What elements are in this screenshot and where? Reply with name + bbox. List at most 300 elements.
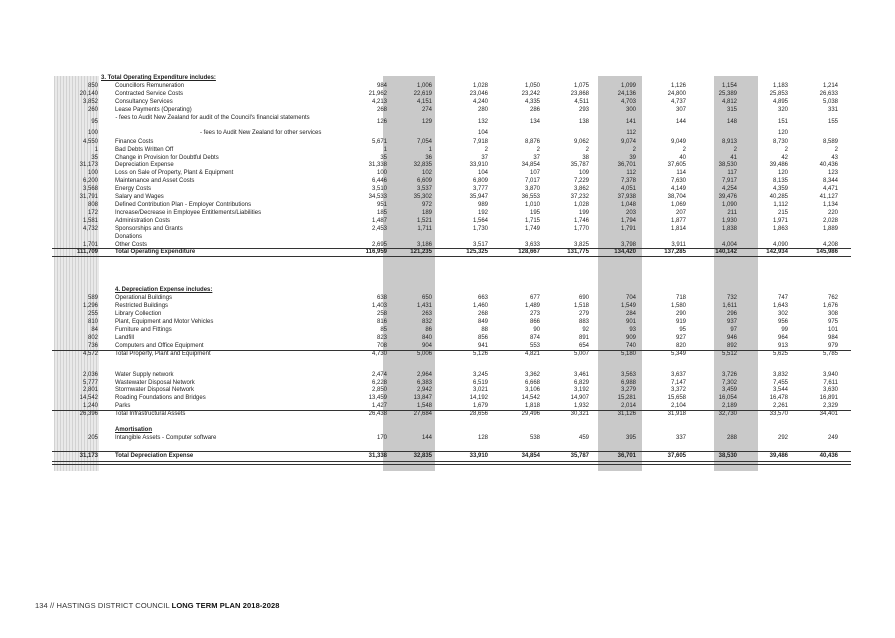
- year-value: 296: [726, 310, 737, 317]
- year-value: 5,007: [573, 350, 589, 357]
- year-value: 6,228: [371, 379, 387, 386]
- year-value: 32,835: [413, 453, 432, 460]
- rule-line: [52, 256, 851, 257]
- year-value: 151: [777, 118, 788, 125]
- year-value: 109: [578, 170, 589, 177]
- year-value: 7,611: [823, 379, 838, 386]
- year-value: 5,180: [620, 350, 636, 357]
- year-value: 1,814: [670, 226, 686, 233]
- year-value: 1,126: [670, 82, 686, 89]
- year-value: 901: [625, 318, 636, 325]
- row-label: Wastewater Disposal Network: [115, 379, 195, 386]
- year-value: 280: [477, 106, 488, 113]
- year-value: 1,564: [472, 218, 488, 225]
- year-value: 2,329: [822, 403, 838, 410]
- row-label: Other Costs: [115, 241, 148, 248]
- year-value: 5,785: [822, 350, 838, 357]
- year-value: 33,570: [769, 411, 788, 418]
- row-label: Lease Payments (Operating): [115, 106, 192, 113]
- year-value: 984: [376, 82, 387, 89]
- year-value: 937: [726, 318, 737, 325]
- year-value: 7,229: [573, 178, 589, 185]
- year-value: 1,403: [371, 302, 387, 309]
- prior-year-value: 4,550: [82, 138, 98, 145]
- year-value: 249: [827, 435, 838, 442]
- year-value: 8,876: [524, 138, 540, 145]
- year-value: 38,530: [718, 453, 737, 460]
- year-value: 40: [679, 154, 686, 161]
- row-label: Administration Costs: [115, 218, 171, 225]
- year-value: 268: [477, 310, 488, 317]
- year-value: 6,829: [573, 379, 589, 386]
- row-label: Restricted Buildings: [115, 302, 169, 309]
- year-value: 35,787: [570, 162, 589, 169]
- year-value: 4,149: [670, 186, 686, 193]
- year-value: 820: [675, 342, 686, 349]
- year-value: 40,436: [819, 162, 838, 169]
- year-value: 199: [578, 210, 589, 217]
- year-value: 8,344: [822, 178, 838, 185]
- row-label: Finance Costs: [115, 138, 154, 145]
- prior-year-value: 2,036: [82, 371, 98, 378]
- year-value: 1,791: [620, 226, 636, 233]
- prior-year-value: 1: [94, 146, 98, 153]
- prior-year-value: 14,542: [79, 395, 98, 402]
- year-value: 288: [726, 435, 737, 442]
- year-value: 1,431: [416, 302, 432, 309]
- year-value: 762: [827, 294, 838, 301]
- year-value: 2,942: [416, 387, 432, 394]
- year-value: 138: [578, 118, 589, 125]
- year-value: 286: [529, 106, 540, 113]
- year-value: 2,453: [371, 226, 387, 233]
- year-value: 3,372: [670, 387, 686, 394]
- year-value: 1,134: [822, 202, 838, 209]
- year-value: 1,932: [573, 403, 589, 410]
- year-value: 941: [477, 342, 488, 349]
- year-value: 9,074: [620, 138, 636, 145]
- year-value: 1,521: [416, 218, 432, 225]
- year-value: 5,512: [721, 350, 737, 357]
- row-label: Total Infrastructural Assets: [115, 411, 186, 418]
- year-value: 107: [529, 170, 540, 177]
- year-value: 99: [781, 326, 788, 333]
- year-value: 2,695: [371, 241, 387, 248]
- year-value: 395: [625, 435, 636, 442]
- year-value: 8,913: [721, 138, 737, 145]
- prior-year-value: 2,801: [82, 387, 98, 394]
- year-value: 1,971: [772, 218, 788, 225]
- year-value: 904: [421, 342, 432, 349]
- year-value: 126: [376, 118, 387, 125]
- row-label: Salary and Wages: [115, 194, 164, 201]
- year-value: 31,126: [617, 411, 636, 418]
- prior-year-value: 802: [87, 334, 98, 341]
- year-value: 273: [529, 310, 540, 317]
- year-value: 7,054: [416, 138, 432, 145]
- year-value: 9,062: [573, 138, 589, 145]
- year-value: 1,214: [822, 82, 838, 89]
- year-value: 3,362: [524, 371, 540, 378]
- prior-year-value: 111,709: [76, 248, 98, 255]
- year-value: 35,947: [469, 194, 488, 201]
- year-value: 1,770: [573, 226, 589, 233]
- year-value: 1,679: [472, 403, 488, 410]
- year-value: 279: [578, 310, 589, 317]
- year-value: 34,533: [368, 194, 387, 201]
- year-value: 29,496: [521, 411, 540, 418]
- row-label: Furniture and Fittings: [115, 326, 172, 333]
- year-value: 4,511: [574, 98, 589, 105]
- year-value: 30,321: [570, 411, 589, 418]
- year-value: 2,850: [371, 387, 387, 394]
- year-value: 1,183: [772, 82, 788, 89]
- page-footer: [35, 601, 280, 610]
- year-value: 38: [582, 154, 589, 161]
- year-value: 4,471: [822, 186, 838, 193]
- year-value: 37,232: [570, 194, 589, 201]
- year-value: 95: [679, 326, 686, 333]
- year-value: 2,104: [670, 403, 686, 410]
- year-value: 14,542: [521, 395, 540, 402]
- year-value: 34,854: [521, 162, 540, 169]
- year-value: 1,889: [822, 226, 838, 233]
- year-value: 840: [421, 334, 432, 341]
- row-label: Contracted Service Costs: [115, 90, 184, 97]
- year-value: 7,147: [670, 379, 686, 386]
- year-value: 650: [421, 294, 432, 301]
- year-value: 148: [726, 118, 737, 125]
- year-value: 4,004: [721, 241, 737, 248]
- year-value: 2: [484, 146, 488, 153]
- year-value: 112: [626, 170, 636, 177]
- year-value: 121,235: [410, 248, 432, 255]
- year-value: 979: [827, 342, 838, 349]
- year-value: 4,730: [371, 350, 387, 357]
- year-value: 1,028: [573, 202, 589, 209]
- year-value: 38,530: [718, 162, 737, 169]
- year-value: 6,609: [416, 178, 432, 185]
- year-value: 40,436: [819, 453, 838, 460]
- year-value: 134: [529, 118, 540, 125]
- double-rule: [52, 461, 851, 465]
- prior-year-value: 31,791: [79, 194, 98, 201]
- year-value: 195: [529, 210, 540, 217]
- year-value: 1,487: [371, 218, 387, 225]
- year-value: 24,136: [617, 90, 636, 97]
- row-label: Roading Foundations and Bridges: [115, 395, 206, 402]
- year-value: 170: [376, 435, 387, 442]
- year-value: 31,338: [368, 162, 387, 169]
- year-value: 42: [781, 154, 788, 161]
- year-value: 31,918: [667, 411, 686, 418]
- year-value: 2,014: [620, 403, 636, 410]
- year-value: 23,242: [521, 90, 540, 97]
- year-value: 39: [629, 154, 636, 161]
- year-value: 4,240: [472, 98, 488, 105]
- year-value: 3,726: [721, 371, 737, 378]
- year-value: 677: [529, 294, 540, 301]
- year-value: 145,986: [816, 248, 838, 255]
- year-value: 7,917: [721, 178, 737, 185]
- year-value: 274: [421, 106, 432, 113]
- year-value: 33,910: [469, 162, 488, 169]
- year-value: 4,737: [670, 98, 686, 105]
- year-value: 2: [834, 146, 838, 153]
- year-value: 26,633: [819, 90, 838, 97]
- year-value: 3,537: [416, 186, 432, 193]
- year-value: 1,611: [722, 302, 737, 309]
- year-value: 1,069: [670, 202, 686, 209]
- row-label: Landfill: [115, 334, 135, 341]
- year-value: 263: [421, 310, 432, 317]
- year-value: 972: [421, 202, 432, 209]
- year-value: 3,825: [573, 241, 589, 248]
- rule-line: [52, 451, 851, 452]
- year-value: 4,703: [620, 98, 636, 105]
- year-value: 740: [625, 342, 636, 349]
- year-value: 1,730: [472, 226, 488, 233]
- year-value: 2: [632, 146, 636, 153]
- row-label: Computers and Office Equipment: [115, 342, 204, 349]
- year-value: 909: [625, 334, 636, 341]
- year-value: 320: [777, 106, 788, 113]
- prior-year-value: 205: [87, 435, 98, 442]
- year-value: 3,637: [670, 371, 686, 378]
- year-value: 284: [625, 310, 636, 317]
- year-value: 25,389: [718, 90, 737, 97]
- year-value: 40,285: [769, 194, 788, 201]
- year-value: 913: [777, 342, 788, 349]
- year-value: 36,701: [617, 453, 636, 460]
- year-value: 3,517: [472, 241, 488, 248]
- year-value: 34,854: [521, 453, 540, 460]
- year-value: 8,730: [772, 138, 788, 145]
- year-value: 3,563: [620, 371, 636, 378]
- prior-year-value: 589: [87, 294, 98, 301]
- year-value: 654: [578, 342, 589, 349]
- row-label: Stormwater Disposal Network: [115, 387, 195, 394]
- year-value: 39,476: [718, 194, 737, 201]
- year-value: 125,325: [466, 248, 488, 255]
- year-value: 41: [730, 154, 737, 161]
- row-label: Loss on Sale of Property, Plant & Equipment: [115, 170, 234, 177]
- year-value: 1,794: [620, 218, 636, 225]
- year-value: 90: [533, 326, 540, 333]
- year-value: 35: [380, 154, 387, 161]
- prior-year-value: 31,173: [79, 453, 98, 460]
- year-value: 1,090: [721, 202, 737, 209]
- year-value: 35,302: [413, 194, 432, 201]
- footer-prefix: 134 // HASTINGS DISTRICT COUNCIL: [35, 601, 170, 610]
- year-value: 1,549: [620, 302, 636, 309]
- year-value: 27,684: [413, 411, 432, 418]
- total-label: Total Operating Expenditure: [115, 248, 196, 255]
- year-value: 300: [625, 106, 636, 113]
- year-value: 7,918: [472, 138, 488, 145]
- row-label: Bad Debts Written Off: [115, 146, 174, 153]
- year-value: 4,254: [721, 186, 737, 193]
- prior-year-value: 6,200: [82, 178, 98, 185]
- year-value: 41,127: [819, 194, 838, 201]
- year-value: 663: [477, 294, 488, 301]
- year-value: 192: [477, 210, 488, 217]
- year-value: 3,186: [416, 241, 432, 248]
- year-value: 37: [481, 154, 488, 161]
- year-value: 220: [827, 210, 838, 217]
- year-value: 975: [827, 318, 838, 325]
- year-value: 141: [625, 118, 636, 125]
- year-value: 131,775: [567, 248, 589, 255]
- year-value: 140,142: [715, 248, 737, 255]
- year-value: 308: [827, 310, 838, 317]
- year-value: 86: [425, 326, 432, 333]
- year-value: 32,835: [413, 162, 432, 169]
- year-value: 185: [376, 210, 387, 217]
- year-value: 4,895: [772, 98, 788, 105]
- year-value: 100: [376, 170, 387, 177]
- year-value: 290: [675, 310, 686, 317]
- year-value: 2,964: [416, 371, 432, 378]
- year-value: 88: [481, 326, 488, 333]
- year-value: 2,189: [721, 403, 737, 410]
- section-heading-text: 3. Total Operating Expenditure includes:: [101, 75, 216, 81]
- year-value: 13,459: [368, 395, 387, 402]
- year-value: 1,746: [573, 218, 589, 225]
- year-value: 5,006: [416, 350, 432, 357]
- row-label: - fees to Audit New Zealand for other services: [200, 129, 322, 136]
- year-value: 747: [777, 294, 788, 301]
- prior-year-value: 810: [87, 318, 98, 325]
- row-label: Change in Provision for Doubtful Debts: [115, 154, 219, 161]
- year-value: 459: [578, 435, 589, 442]
- year-value: 38,704: [667, 194, 686, 201]
- year-value: 268: [376, 106, 387, 113]
- year-value: 104: [477, 129, 488, 136]
- year-value: 128: [477, 435, 488, 442]
- row-label: Donations: [115, 234, 143, 240]
- year-value: 24,800: [667, 90, 686, 97]
- year-value: 144: [675, 118, 686, 125]
- prior-year-value: 255: [87, 310, 98, 317]
- year-value: 883: [578, 318, 589, 325]
- year-value: 1,112: [773, 202, 788, 209]
- year-value: 104: [477, 170, 488, 177]
- year-value: 4,090: [772, 241, 788, 248]
- year-value: 307: [675, 106, 686, 113]
- year-value: 4,335: [524, 98, 540, 105]
- year-value: 732: [726, 294, 737, 301]
- prior-year-value: 20,140: [79, 90, 98, 97]
- year-value: 2: [784, 146, 788, 153]
- year-value: 21,962: [368, 90, 387, 97]
- year-value: 866: [529, 318, 540, 325]
- prior-year-value: 736: [87, 342, 98, 349]
- year-value: 16,054: [718, 395, 737, 402]
- year-value: 120: [777, 170, 788, 177]
- year-value: 3,106: [524, 387, 540, 394]
- prior-year-value: 100: [87, 170, 98, 177]
- year-value: 155: [827, 118, 838, 125]
- year-value: 16,891: [819, 395, 838, 402]
- year-value: 3,870: [524, 186, 540, 193]
- row-label: Amortisation: [115, 427, 153, 434]
- year-value: 4,359: [772, 186, 788, 193]
- row-label: Sponsorships and Grants: [115, 226, 183, 233]
- row-label: Intangible Assets - Computer software: [115, 435, 217, 442]
- year-value: 1,838: [721, 226, 737, 233]
- year-value: 23,868: [570, 90, 589, 97]
- year-value: 1,863: [772, 226, 788, 233]
- year-value: 16,478: [769, 395, 788, 402]
- year-value: 1,548: [416, 403, 432, 410]
- footer-title: LONG TERM PLAN 2018-2028: [171, 601, 280, 610]
- year-value: 144: [421, 435, 432, 442]
- row-label: Depreciation Expense: [115, 162, 174, 169]
- year-value: 39,486: [769, 453, 788, 460]
- prior-year-value: 26,396: [79, 411, 98, 418]
- year-value: 14,192: [469, 395, 488, 402]
- year-value: 36,701: [617, 162, 636, 169]
- prior-year-value: 100: [87, 129, 98, 136]
- row-label: Maintenance and Asset Costs: [115, 178, 195, 185]
- year-value: 3,633: [524, 241, 540, 248]
- year-value: 117: [727, 170, 737, 177]
- year-value: 1,580: [670, 302, 686, 309]
- year-value: 292: [777, 435, 788, 442]
- prior-year-value: 5,777: [82, 379, 98, 386]
- prior-year-value: 4,572: [82, 350, 98, 357]
- year-value: 927: [675, 334, 686, 341]
- year-value: 1,749: [524, 226, 540, 233]
- year-value: 258: [376, 310, 387, 317]
- prior-year-value: 31,173: [79, 162, 98, 169]
- year-value: 6,809: [472, 178, 488, 185]
- year-value: 3,279: [620, 387, 636, 394]
- year-value: 3,630: [822, 387, 838, 394]
- year-value: 37: [533, 154, 540, 161]
- year-value: 1,676: [822, 302, 838, 309]
- year-value: 951: [376, 202, 387, 209]
- year-value: 142,934: [766, 248, 788, 255]
- total-label: Total Depreciation Expense: [115, 453, 194, 460]
- prior-year-value: 1,296: [82, 302, 98, 309]
- year-value: 3,459: [721, 387, 737, 394]
- year-value: 638: [376, 294, 387, 301]
- year-value: 7,455: [772, 379, 788, 386]
- year-value: 36,553: [521, 194, 540, 201]
- year-value: 2: [682, 146, 686, 153]
- year-value: 43: [831, 154, 838, 161]
- year-value: 132: [477, 118, 488, 125]
- year-value: 891: [578, 334, 589, 341]
- year-value: 3,544: [772, 387, 788, 394]
- row-label: Operational Buildings: [115, 294, 173, 301]
- prior-year-value: 3,568: [82, 186, 98, 193]
- year-value: 5,126: [472, 350, 488, 357]
- year-value: 823: [376, 334, 387, 341]
- year-value: 92: [582, 326, 589, 333]
- prior-year-value: 4,732: [82, 226, 98, 233]
- year-value: 964: [777, 334, 788, 341]
- year-value: 1,518: [573, 302, 589, 309]
- row-label: Plant, Equipment and Motor Vehicles: [115, 318, 214, 325]
- prior-year-value: 260: [87, 106, 98, 113]
- year-value: 984: [827, 334, 838, 341]
- year-value: 1,028: [472, 82, 488, 89]
- year-value: 137,285: [664, 248, 686, 255]
- year-value: 3,245: [472, 371, 488, 378]
